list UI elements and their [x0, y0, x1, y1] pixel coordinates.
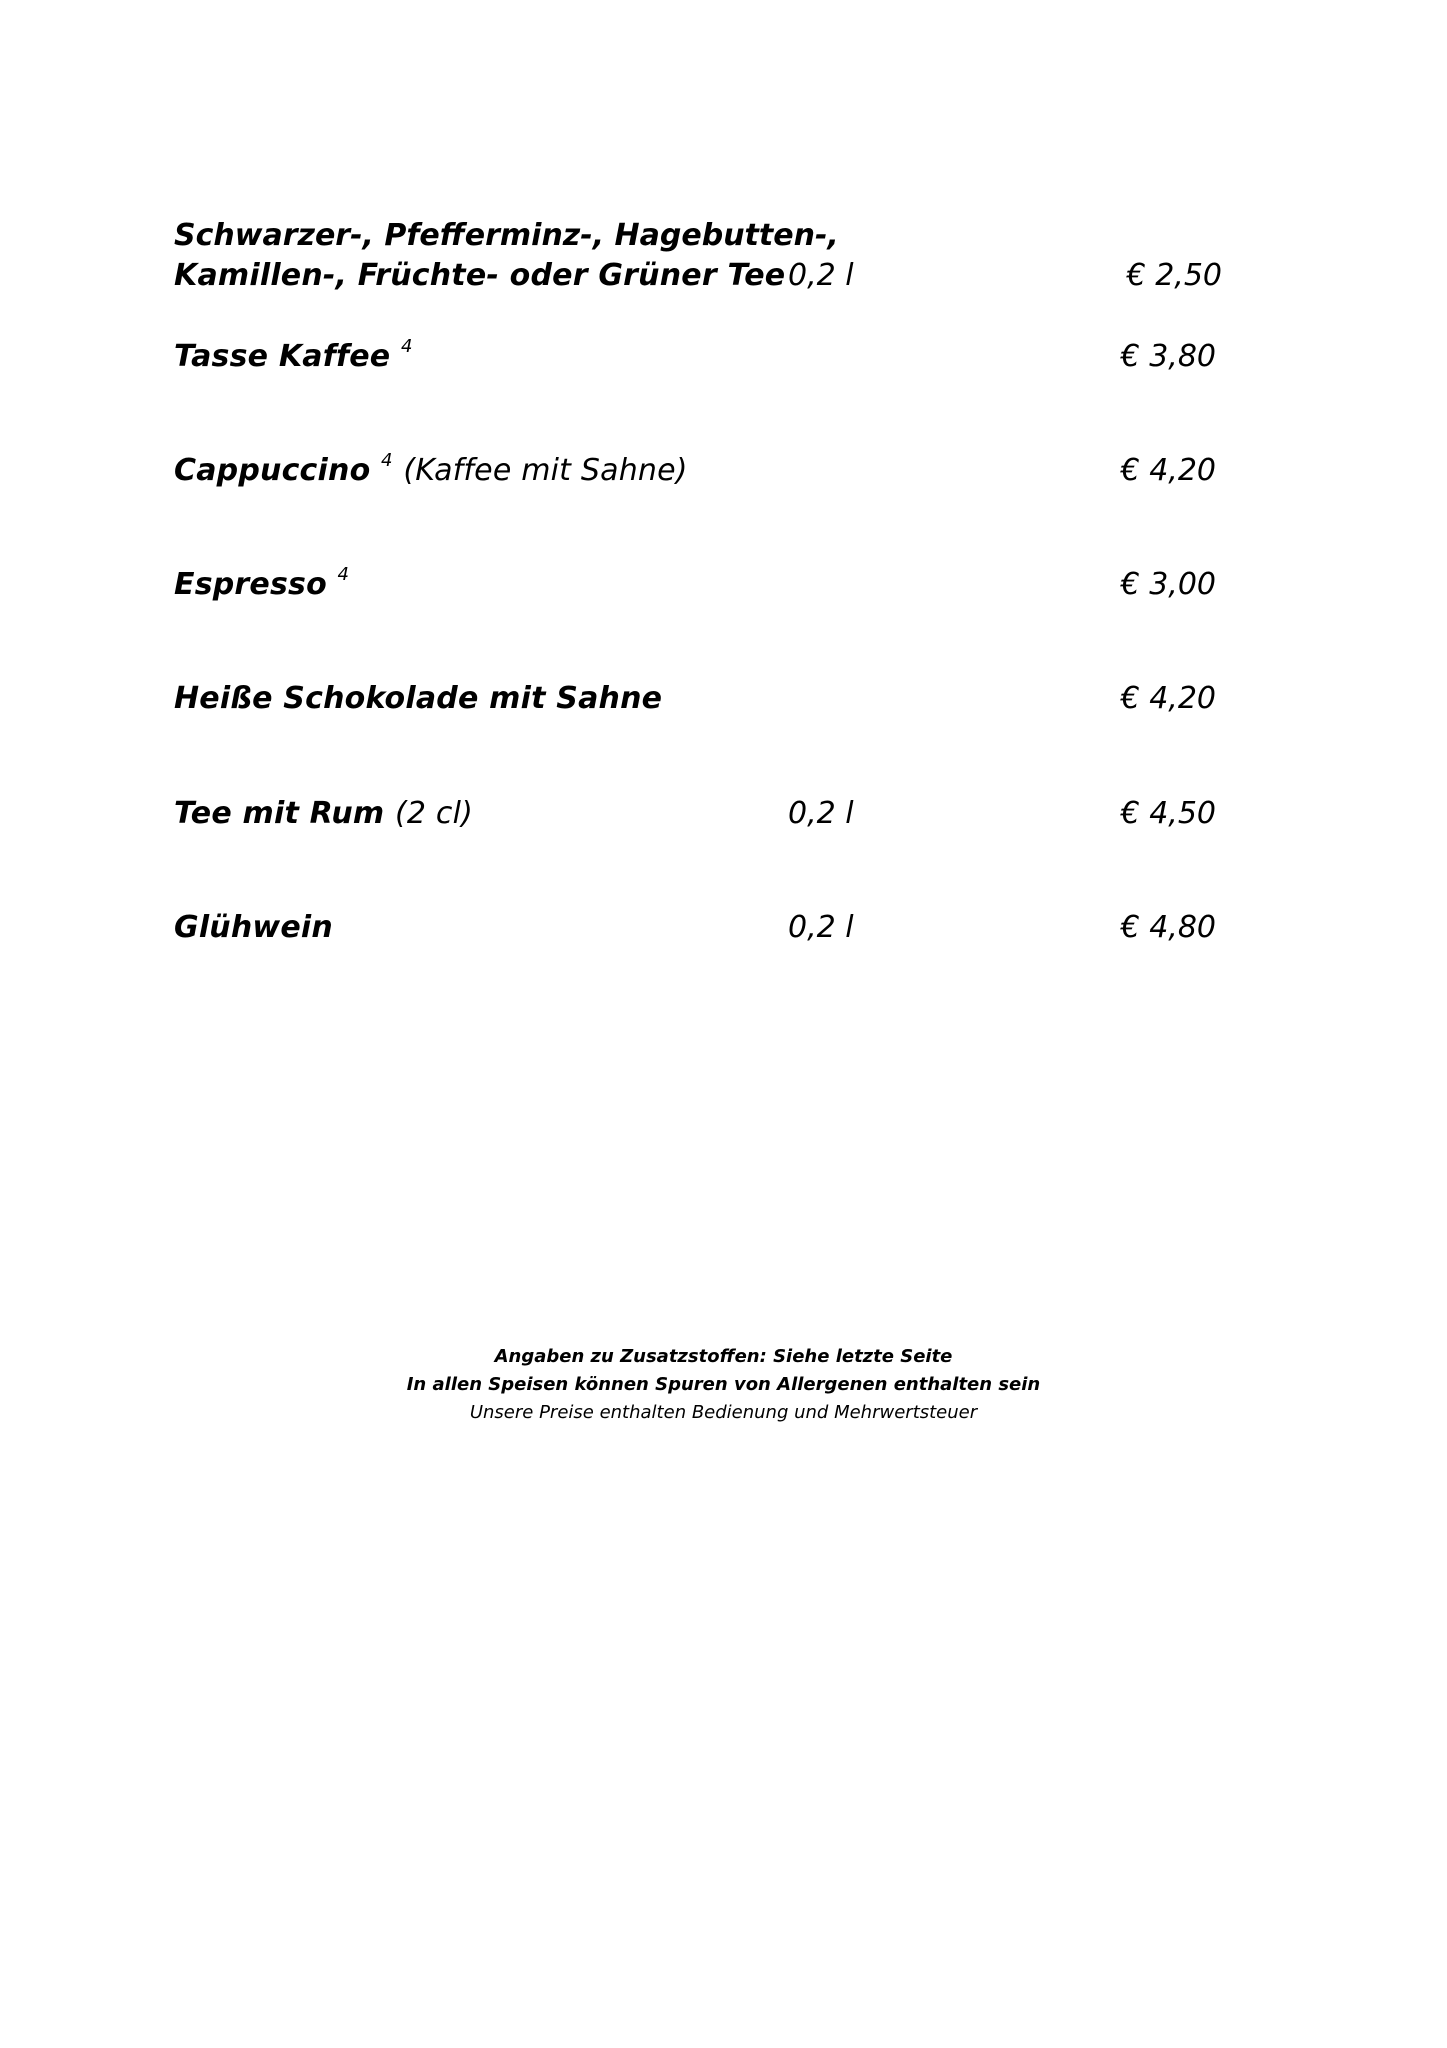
cappuccino-additive-number: 4 — [381, 450, 393, 471]
tea-rum-label: Tee mit Rum — [174, 796, 385, 831]
espresso-price: € 3,00 — [1120, 567, 1216, 602]
tea-price: € 2,50 — [1126, 258, 1222, 293]
cappuccino-price: € 4,20 — [1120, 453, 1216, 488]
coffee-price: € 3,80 — [1120, 339, 1216, 374]
coffee-name — [174, 337, 413, 377]
tea-name-line1: Schwarzer-, Pfefferminz-, Hagebutten-, — [174, 218, 839, 253]
tea-rum-price: € 4,50 — [1120, 796, 1216, 831]
tea-rum-size: 0,2 l — [788, 796, 854, 831]
menu-item-espresso — [174, 565, 1234, 615]
cappuccino-label: Cappuccino — [174, 453, 371, 488]
menu-item-cappuccino — [174, 451, 1234, 501]
coffee-label: Tasse Kaffee — [174, 339, 391, 374]
tea-rum-name — [174, 794, 473, 834]
gluehwein-size: 0,2 l — [788, 910, 854, 945]
cappuccino-name — [174, 451, 688, 491]
tea-name-line2: Kamillen-, Früchte- oder Grüner Tee — [174, 258, 786, 293]
menu-item-tea — [174, 256, 1234, 306]
footer-additives-note: Angaben zu Zusatzstoffen: Siehe letzte Seite — [494, 1346, 953, 1367]
footer-notes — [0, 1343, 1447, 1427]
espresso-name — [174, 565, 349, 605]
menu-item-gluehwein — [174, 908, 1234, 958]
menu-item-coffee — [174, 337, 1234, 387]
footer-prices-note: Unsere Preise enthalten Bedienung und Mehrwertsteuer — [469, 1402, 978, 1423]
hot-chocolate-name: Heiße Schokolade mit Sahne — [174, 681, 663, 716]
tea-size: 0,2 l — [788, 258, 854, 293]
hot-chocolate-price: € 4,20 — [1120, 681, 1216, 716]
gluehwein-name: Glühwein — [174, 910, 333, 945]
tea-rum-note: (2 cl) — [395, 796, 474, 831]
coffee-additive-number: 4 — [401, 336, 413, 357]
espresso-additive-number: 4 — [337, 564, 350, 585]
menu-item-hot-chocolate — [174, 679, 1234, 729]
footer-allergens-note: In allen Speisen können Spuren von Allergenen enthalten sein — [406, 1374, 1041, 1395]
cappuccino-note: (Kaffee mit Sahne) — [403, 453, 688, 488]
menu-item-tea-rum — [174, 794, 1234, 844]
gluehwein-price: € 4,80 — [1120, 910, 1216, 945]
espresso-label: Espresso — [174, 567, 327, 602]
